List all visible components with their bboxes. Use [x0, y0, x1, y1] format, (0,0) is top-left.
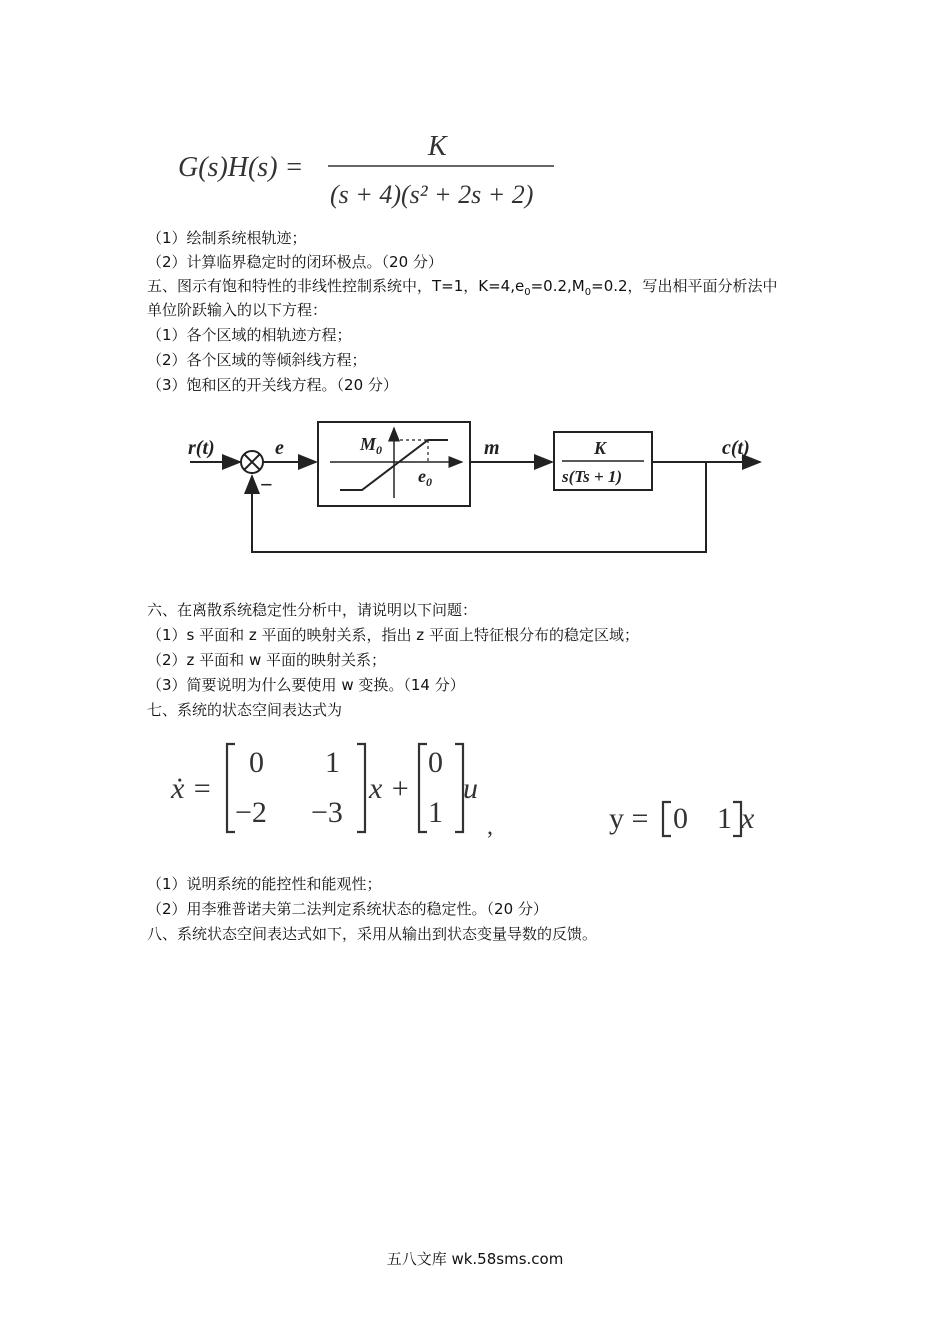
plant-numerator: K [594, 438, 607, 458]
q5-title-part-a: 五、图示有饱和特性的非线性控制系统中，T=1，K=4,e [147, 277, 525, 295]
formula-transfer-function [170, 128, 570, 214]
matrix-b-1: 0 [428, 746, 443, 779]
matrix-a-11: 0 [249, 746, 264, 779]
q4-item-1: （1）绘制系统根轨迹； [147, 229, 307, 247]
output-x: x [741, 802, 755, 835]
q7-item-1: （1）说明系统的能控性和能观性； [147, 875, 382, 893]
matrix-c-1: 0 [673, 802, 688, 835]
formula-lhs: G(s)H(s) = [178, 152, 304, 183]
matrix-c-right-bracket [733, 802, 741, 836]
q6-title: 六、在离散系统稳定性分析中，请说明以下问题： [147, 601, 478, 619]
matrix-a-left-bracket [227, 744, 235, 832]
plant-denominator: s(Ts + 1) [562, 467, 623, 486]
state-equation [165, 738, 785, 848]
matrix-c-left-bracket [663, 802, 671, 836]
q5-item-2: （2）各个区域的等倾斜线方程； [147, 351, 367, 369]
sat-level-label: $M_0$ [360, 434, 383, 457]
q8-title: 八、系统状态空间表达式如下，采用从输出到状态变量导数的反馈。 [147, 925, 598, 943]
q5-item-1: （1）各个区域的相轨迹方程； [147, 326, 352, 344]
q6-item-1: （1）s 平面和 z 平面的映射关系，指出 z 平面上特征根分布的稳定区域； [147, 626, 639, 644]
q5-item-3: （3）饱和区的开关线方程。（20 分） [147, 376, 398, 394]
input-label: r(t) [188, 437, 215, 459]
q5-title-part-b: =0.2,M [530, 277, 585, 295]
sat-threshold-label: $e_0$ [418, 466, 432, 489]
formula-numerator: K [428, 131, 447, 162]
block-diagram [180, 410, 780, 560]
state-lhs: ẋ = [171, 772, 213, 805]
matrix-b-right-bracket [455, 744, 463, 832]
matrix-a-22: −3 [311, 796, 343, 829]
matrix-a-right-bracket [357, 744, 365, 832]
q5-title-sub-2: 0 [584, 287, 592, 298]
output-label: c(t) [722, 437, 750, 459]
matrix-c-2: 1 [717, 802, 732, 835]
q7-item-2: （2）用李雅普诺夫第二法判定系统状态的稳定性。（20 分） [147, 900, 548, 918]
mid-signal-label: m [484, 437, 500, 459]
state-u: u [463, 772, 478, 805]
q4-item-2: （2）计算临界稳定时的闭环极点。（20 分） [147, 253, 443, 271]
state-comma: , [487, 814, 493, 840]
output-lhs: y = [609, 802, 649, 835]
minus-sign: − [260, 472, 273, 497]
q5-title [147, 276, 778, 303]
q5-title-sub-1: 0 [524, 287, 531, 298]
page-footer: 五八文库 wk.58sms.com [386, 1250, 564, 1268]
q7-title: 七、系统的状态空间表达式为 [147, 701, 343, 719]
q5-title-line-2: 单位阶跃输入的以下方程： [147, 301, 328, 319]
matrix-a-21: −2 [235, 796, 267, 829]
q5-title-part-c: =0.2，写出相平面分析法中 [591, 277, 778, 295]
matrix-a-12: 1 [325, 746, 340, 779]
q6-item-3: （3）简要说明为什么要使用 w 变换。（14 分） [147, 676, 465, 694]
q6-item-2: （2）z 平面和 w 平面的映射关系； [147, 651, 386, 669]
error-label: e [275, 437, 284, 459]
matrix-b-2: 1 [428, 796, 443, 829]
state-x-plus: x + [369, 772, 411, 805]
formula-denominator: (s + 4)(s² + 2s + 2) [330, 180, 534, 209]
matrix-b-left-bracket [419, 744, 427, 832]
